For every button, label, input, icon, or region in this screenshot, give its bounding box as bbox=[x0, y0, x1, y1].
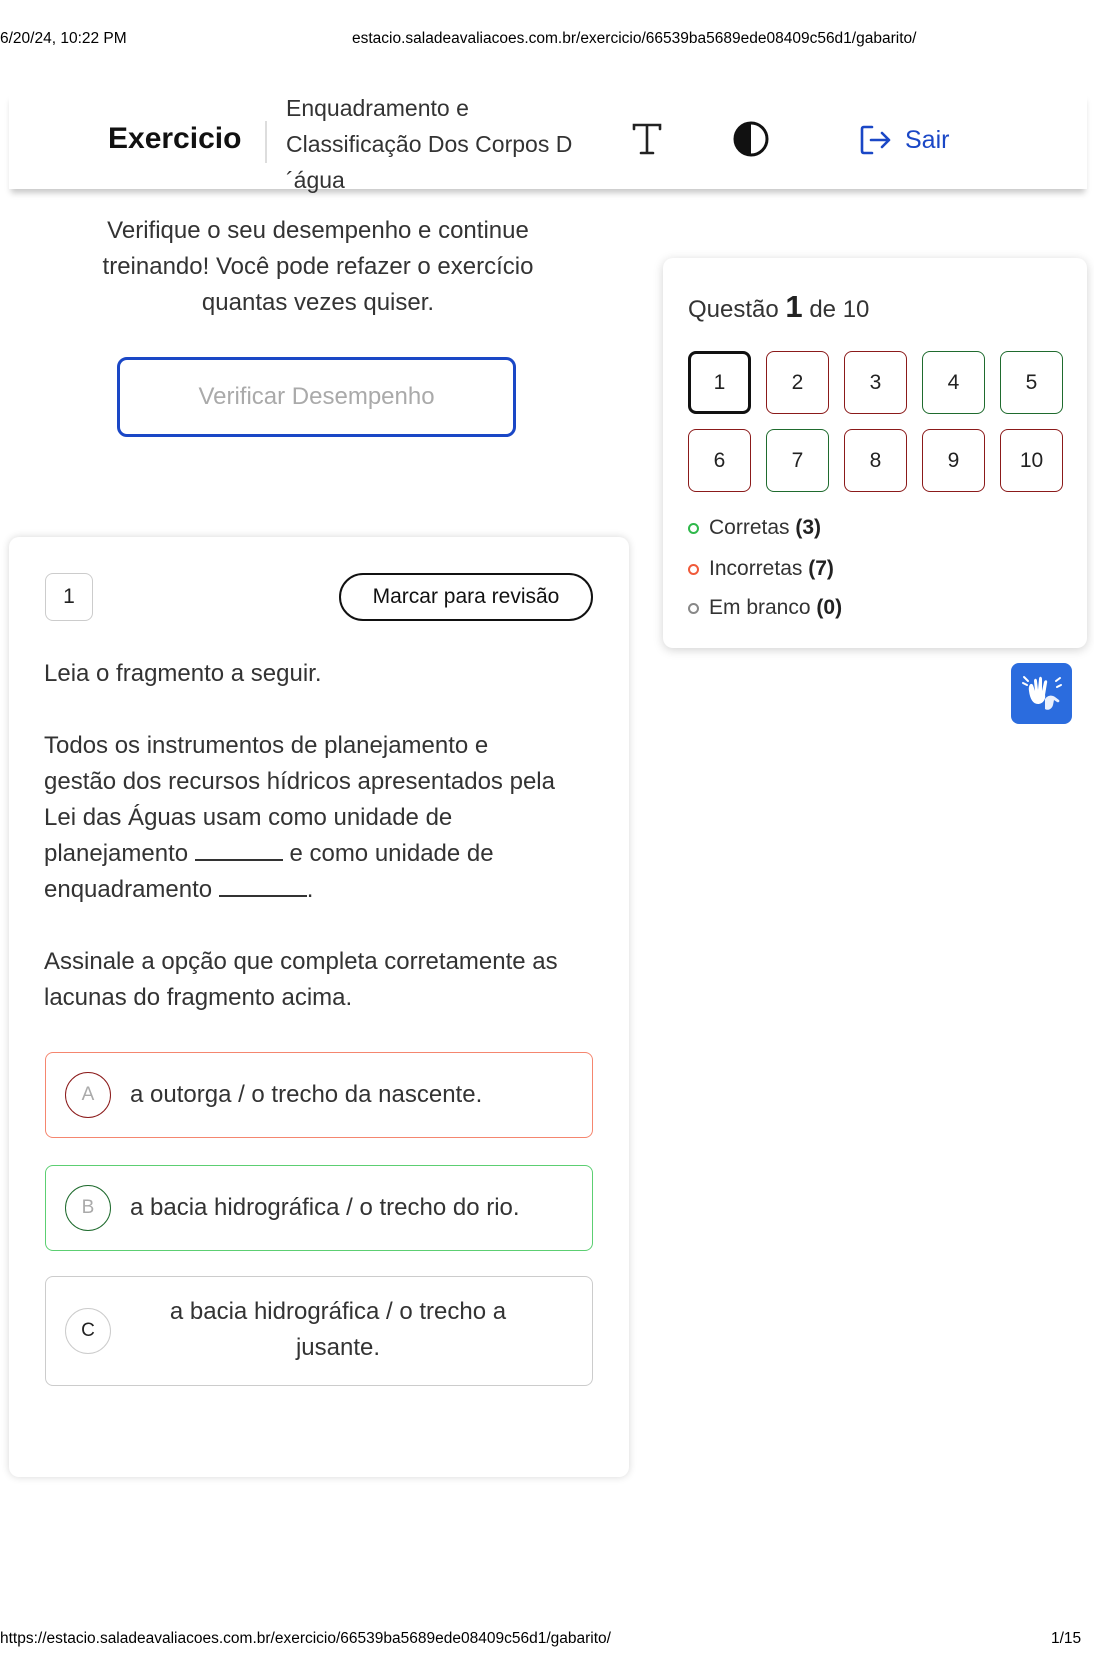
exercise-title bbox=[286, 90, 606, 198]
legend-correct-label: Corretas bbox=[709, 516, 790, 539]
nav-question-10[interactable]: 10 bbox=[1000, 429, 1063, 492]
intro-line-2: treinando! Você pode refazer o exercício bbox=[102, 253, 534, 280]
legend-correct-text bbox=[709, 516, 821, 540]
question-body bbox=[44, 728, 604, 908]
legend-blank-count: (0) bbox=[816, 596, 843, 619]
legend-blank-text bbox=[709, 596, 842, 620]
legend-incorrect-text bbox=[709, 557, 834, 581]
brand-title: Exercicio bbox=[108, 122, 242, 155]
exercise-title-line-3: ´água bbox=[286, 167, 345, 193]
question-body-line-5 bbox=[44, 872, 604, 908]
nav-question-3[interactable]: 3 bbox=[844, 351, 907, 414]
intro-line-1: Verifique o seu desempenho e continue bbox=[107, 217, 529, 244]
question-number-badge: 1 bbox=[45, 573, 93, 621]
body-line-4-pre: planejamento bbox=[44, 840, 195, 867]
option-c[interactable] bbox=[45, 1276, 593, 1386]
print-footer-url: https://estacio.saladeavaliacoes.com.br/exercicio/66539ba5689ede08409c56d1/gabarito/ bbox=[0, 1630, 611, 1647]
nav-question-6[interactable]: 6 bbox=[688, 429, 751, 492]
nav-question-2[interactable]: 2 bbox=[766, 351, 829, 414]
exercise-title-line-1: Enquadramento e bbox=[286, 95, 469, 121]
question-intro: Leia o fragmento a seguir. bbox=[44, 660, 322, 687]
body-line-4-post: e como unidade de bbox=[282, 840, 494, 867]
question-instruction bbox=[44, 944, 604, 1016]
nav-question-7[interactable]: 7 bbox=[766, 429, 829, 492]
legend-correct-count: (3) bbox=[795, 516, 822, 539]
sign-language-button[interactable] bbox=[1011, 663, 1072, 724]
question-counter-total: de 10 bbox=[809, 296, 870, 323]
option-c-text bbox=[138, 1294, 538, 1366]
nav-question-1[interactable]: 1 bbox=[688, 351, 751, 414]
nav-question-9[interactable]: 9 bbox=[922, 429, 985, 492]
legend-blank-label: Em branco bbox=[709, 596, 811, 619]
option-b-text: a bacia hidrográfica / o trecho do rio. bbox=[130, 1194, 520, 1221]
print-datetime: 6/20/24, 10:22 PM bbox=[0, 30, 127, 47]
instruction-line-2: lacunas do fragmento acima. bbox=[44, 984, 353, 1011]
option-b-letter: B bbox=[65, 1185, 111, 1231]
option-c-line-1: a bacia hidrográfica / o trecho a bbox=[169, 1298, 507, 1325]
exit-label: Sair bbox=[905, 125, 950, 154]
option-c-letter: C bbox=[65, 1308, 111, 1354]
blank-1 bbox=[195, 837, 283, 861]
option-b[interactable] bbox=[45, 1165, 593, 1251]
app-header bbox=[9, 93, 1087, 193]
question-counter-current: 1 bbox=[785, 289, 803, 324]
legend-incorrect-count: (7) bbox=[808, 557, 834, 580]
contrast-icon[interactable] bbox=[732, 120, 770, 158]
exercise-title-line-2: Classificação Dos Corpos D bbox=[286, 131, 573, 157]
body-line-5-post: . bbox=[306, 876, 314, 903]
legend-correct bbox=[688, 516, 821, 540]
print-page-count: 1/15 bbox=[1051, 1630, 1082, 1647]
instruction-line-1: Assinale a opção que completa corretamente as bbox=[44, 948, 558, 975]
option-c-line-2: jusante. bbox=[295, 1334, 381, 1361]
legend-incorrect bbox=[688, 557, 834, 581]
intro-text bbox=[78, 213, 558, 321]
nav-question-8[interactable]: 8 bbox=[844, 429, 907, 492]
legend-incorrect-label: Incorretas bbox=[709, 557, 803, 580]
text-size-icon[interactable] bbox=[629, 121, 665, 157]
legend-incorrect-dot bbox=[688, 564, 699, 575]
legend-blank bbox=[688, 596, 842, 620]
question-body-line-1: Todos os instrumentos de planejamento e bbox=[44, 732, 489, 759]
print-header-url: estacio.saladeavaliacoes.com.br/exercicio/66539ba5689ede08409c56d1/gabarito/ bbox=[352, 30, 917, 47]
body-line-5-pre: enquadramento bbox=[44, 876, 219, 903]
question-counter bbox=[688, 289, 869, 325]
nav-question-5[interactable]: 5 bbox=[1000, 351, 1063, 414]
exit-button[interactable] bbox=[859, 120, 949, 160]
option-a[interactable] bbox=[45, 1052, 593, 1138]
verify-performance-button[interactable]: Verificar Desempenho bbox=[117, 357, 516, 437]
question-counter-label: Questão bbox=[688, 296, 779, 323]
legend-blank-dot bbox=[688, 603, 699, 614]
blank-2 bbox=[219, 873, 307, 897]
logout-icon bbox=[859, 123, 893, 157]
nav-question-4[interactable]: 4 bbox=[922, 351, 985, 414]
sign-language-icon bbox=[1021, 673, 1063, 715]
option-a-text: a outorga / o trecho da nascente. bbox=[130, 1081, 483, 1108]
question-body-line-3: Lei das Águas usam como unidade de bbox=[44, 804, 453, 831]
intro-line-3: quantas vezes quiser. bbox=[201, 289, 435, 316]
question-body-line-2: gestão dos recursos hídricos apresentados pela bbox=[44, 768, 555, 795]
mark-for-review-button[interactable]: Marcar para revisão bbox=[339, 573, 593, 621]
question-body-line-4 bbox=[44, 836, 604, 872]
legend-correct-dot bbox=[688, 523, 699, 534]
option-a-letter: A bbox=[65, 1072, 111, 1118]
header-divider bbox=[265, 121, 267, 163]
